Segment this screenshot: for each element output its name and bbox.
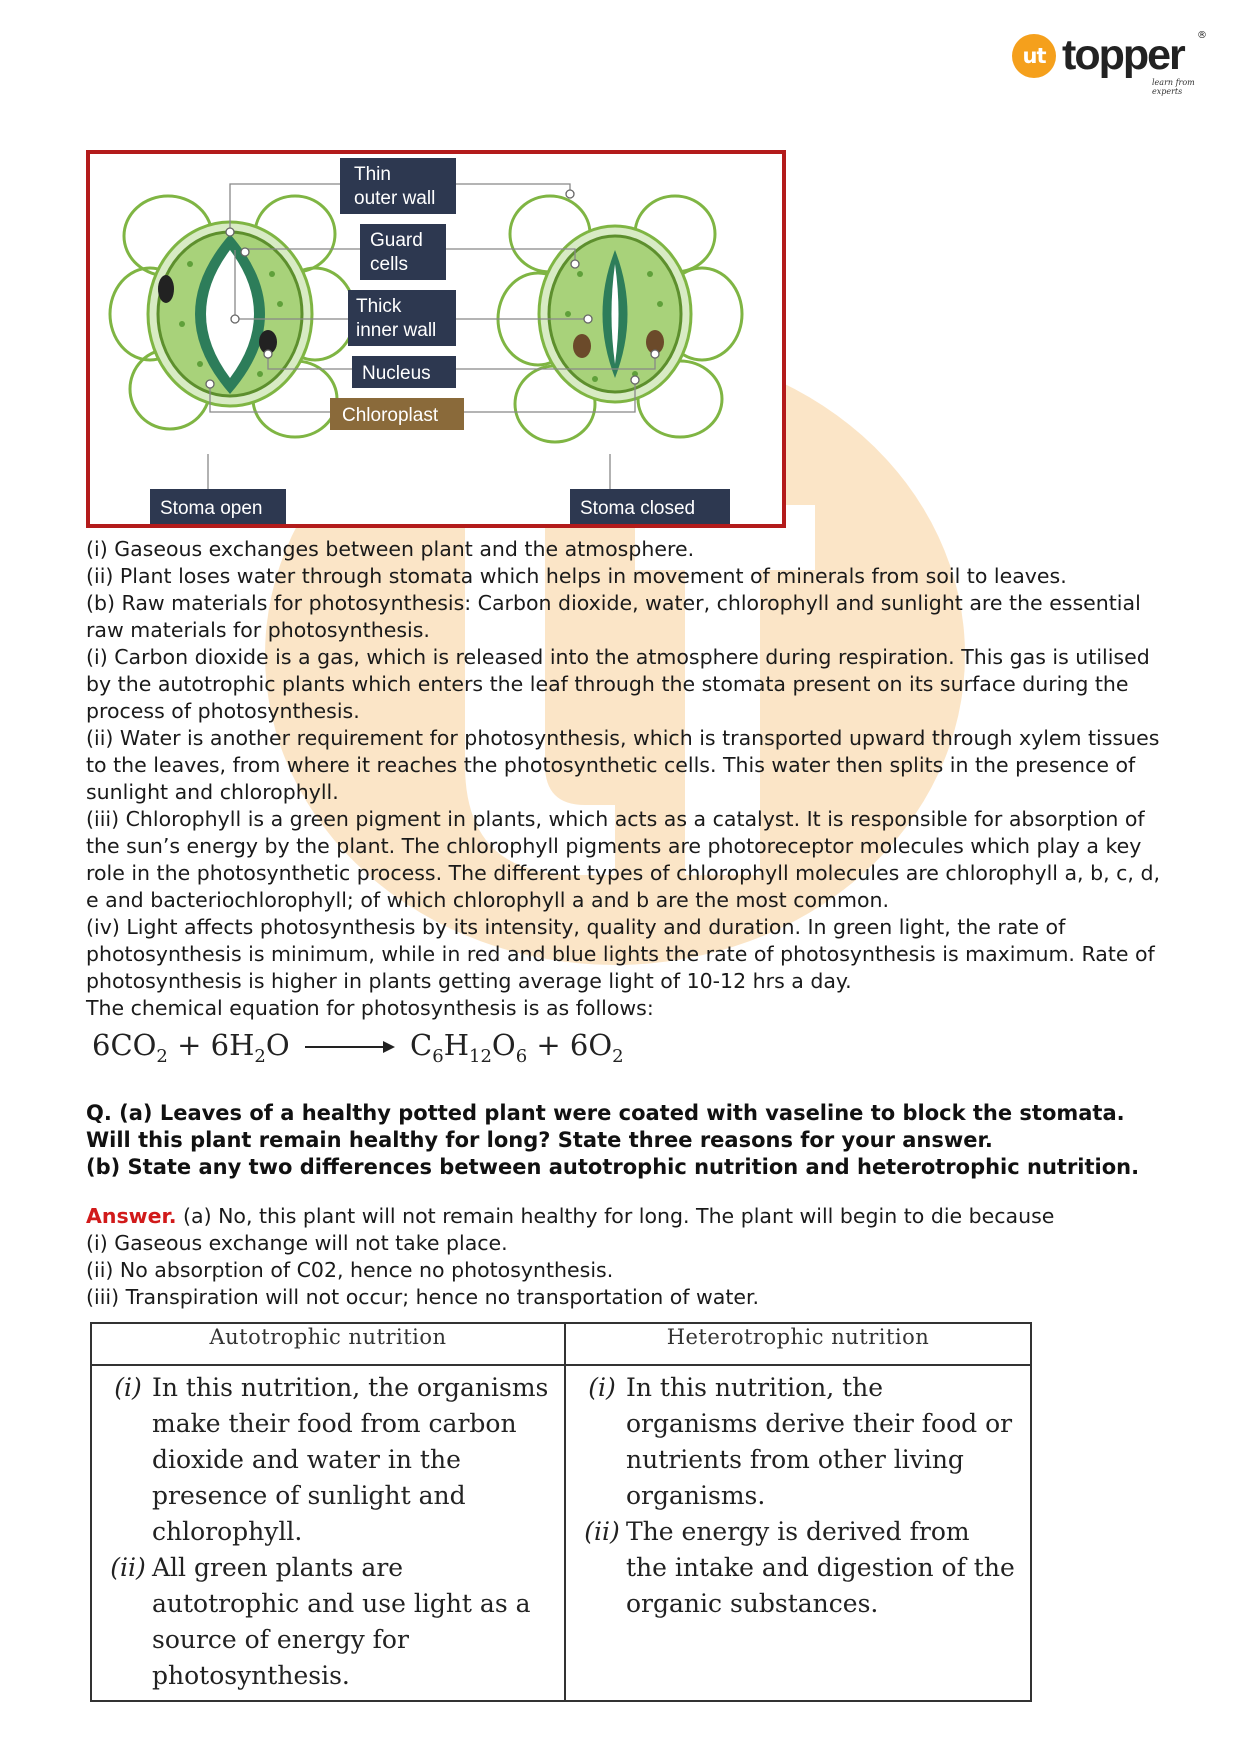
stomata-diagram: [86, 150, 786, 528]
brand-logo: [1012, 30, 1207, 96]
list-item: [578, 1514, 1018, 1622]
eq-o2-sub: 2: [612, 1045, 624, 1067]
answer-label: Answer.: [86, 1204, 177, 1228]
label-chloroplast: Chloroplast: [342, 405, 439, 426]
label-thin-outer-wall-line2: outer wall: [354, 188, 436, 209]
answer-intro: [86, 1203, 1186, 1230]
nutrition-comparison-table: [90, 1322, 1032, 1702]
paragraph: The chemical equation for photosynthesis is as follows:: [86, 996, 654, 1020]
list-item: [104, 1550, 552, 1694]
paragraph: (i) Carbon dioxide is a gas, which is released into the atmosphere during respiration. This gas is utilised by the autotrophic plants which enters the leaf through the stomata present on its surface during the process of photosynthesis.: [86, 645, 1150, 723]
eq-h2o-sub: 2: [254, 1045, 266, 1067]
label-thick-inner-wall-line1: Thick: [356, 296, 402, 317]
paragraph: (iv) Light affects photosynthesis by its intensity, quality and duration. In green light, the rate of photosynthesis is minimum, while in red and blue lights the rate of photosynthesis is maximum. Rate of photosynthesis is higher in plants getting average light of 10-12 hrs a day.: [86, 915, 1155, 993]
item-number: (ii): [584, 1517, 620, 1546]
logo-badge-icon: ut: [1012, 34, 1056, 78]
body-text: [86, 536, 1166, 1022]
eq-h2o: 6H: [210, 1028, 255, 1062]
answer-block: [86, 1203, 1186, 1311]
logo-tagline: learn from experts: [1152, 78, 1195, 96]
eq-glucose-c: C: [410, 1028, 433, 1062]
item-text: In this nutrition, the organisms derive their food or nutrients from other living organisms.: [626, 1373, 1013, 1510]
paragraph: (ii) Plant loses water through stomata which helps in movement of minerals from soil to leaves.: [86, 564, 1067, 588]
label-guard-cells-line2: cells: [370, 254, 409, 275]
question-line: Q. (a) Leaves of a healthy potted plant were coated with vaseline to block the stomata.: [86, 1101, 1125, 1125]
label-nucleus: Nucleus: [362, 363, 431, 384]
logo-registered-mark: ®: [1197, 30, 1207, 41]
question-line: (b) State any two differences between autotrophic nutrition and heterotrophic nutrition.: [86, 1155, 1140, 1179]
label-stoma-open: Stoma open: [160, 498, 263, 519]
eq-co2-sub: 2: [156, 1045, 168, 1067]
reaction-arrow-icon: [305, 1040, 395, 1054]
item-text: All green plants are autotrophic and use light as a source of energy for photosynthesis.: [152, 1553, 531, 1690]
eq-glucose-o-sub: 6: [515, 1045, 528, 1067]
item-number: (i): [114, 1373, 142, 1402]
eq-plus: +: [536, 1028, 561, 1062]
paragraph: (iii) Chlorophyll is a green pigment in plants, which acts as a catalyst. It is responsible for absorption of the sun’s energy by the plant. The chlorophyll pigments are photoreceptor molecules which play a key role in the photosynthetic process. The different types of chlorophyll molecules are chlorophyll a, b, c, d, e and bacteriochlorophyll; of which chlorophyll a and b are the most common.: [86, 807, 1160, 912]
eq-glucose-h-sub: 12: [469, 1045, 492, 1067]
eq-glucose-h: H: [443, 1028, 469, 1062]
table-row: [91, 1365, 1031, 1701]
photosynthesis-equation: [92, 1028, 624, 1067]
label-thin-outer-wall-line1: Thin: [354, 164, 391, 185]
answer-reason: (ii) No absorption of C02, hence no photosynthesis.: [86, 1258, 614, 1282]
question-block: [86, 1100, 1186, 1181]
eq-glucose-c-sub: 6: [432, 1045, 444, 1067]
eq-co2: 6CO: [92, 1028, 157, 1062]
list-item: [104, 1370, 552, 1550]
question-line: Will this plant remain healthy for long? State three reasons for your answer.: [86, 1128, 993, 1152]
heterotrophic-cell: [565, 1365, 1031, 1701]
paragraph: (ii) Water is another requirement for photosynthesis, which is transported upward through xylem tissues to the leaves, from where it reaches the photosynthetic cells. This water then splits in the presence of sunlight and chlorophyll.: [86, 726, 1160, 804]
eq-glucose-o: O: [491, 1028, 516, 1062]
paragraph: (b) Raw materials for photosynthesis: Carbon dioxide, water, chlorophyll and sunlight are the essential raw materials for photosynthesis.: [86, 591, 1141, 642]
item-number: (i): [588, 1373, 616, 1402]
item-text: The energy is derived from the intake and digestion of the organic substances.: [626, 1517, 1015, 1618]
answer-reason: (i) Gaseous exchange will not take place.: [86, 1231, 508, 1255]
table-header-heterotrophic: Heterotrophic nutrition: [565, 1323, 1031, 1365]
label-guard-cells-line1: Guard: [370, 230, 423, 251]
eq-o2: 6O: [569, 1028, 613, 1062]
logo-wordmark: topper: [1062, 31, 1184, 79]
eq-h2o-o: O: [265, 1028, 290, 1062]
answer-intro-text: (a) No, this plant will not remain healthy for long. The plant will begin to die because: [183, 1204, 1055, 1228]
answer-reason: (iii) Transpiration will not occur; hence no transportation of water.: [86, 1285, 760, 1309]
list-item: [578, 1370, 1018, 1514]
table-header-autotrophic: Autotrophic nutrition: [91, 1323, 565, 1365]
label-stoma-closed: Stoma closed: [580, 498, 696, 519]
eq-plus: +: [177, 1028, 202, 1062]
item-number: (ii): [110, 1553, 146, 1582]
autotrophic-cell: [91, 1365, 565, 1701]
paragraph: (i) Gaseous exchanges between plant and the atmosphere.: [86, 537, 695, 561]
label-thick-inner-wall-line2: inner wall: [356, 320, 437, 341]
item-text: In this nutrition, the organisms make their food from carbon dioxide and water in the presence of sunlight and chlorophyll.: [152, 1373, 549, 1546]
